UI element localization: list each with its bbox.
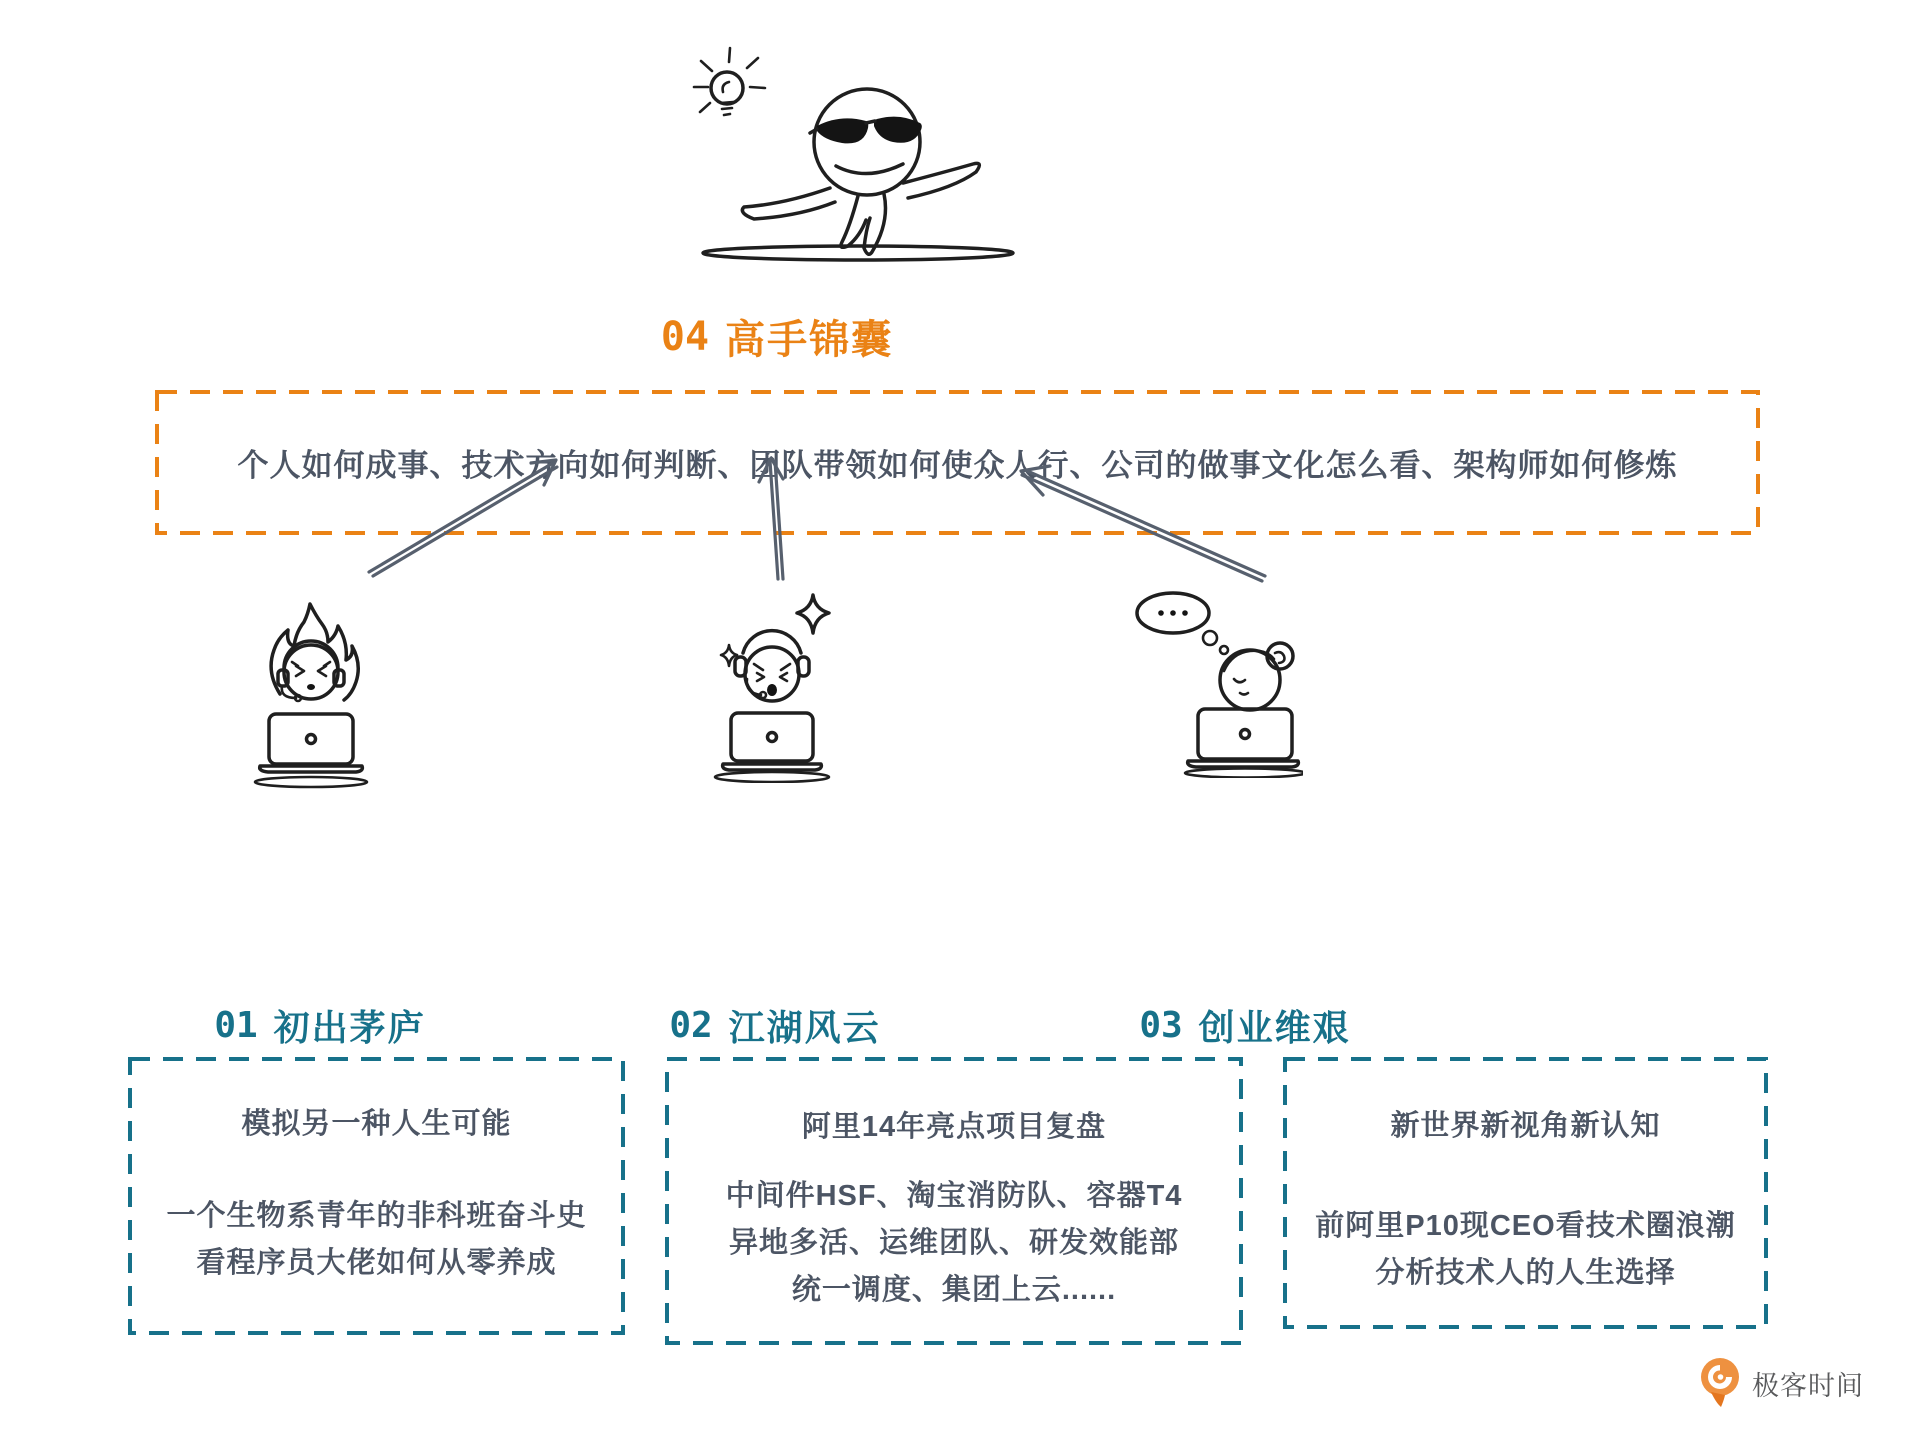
chapter-number: 01 [214, 1005, 258, 1046]
box-detail-line: 异地多活、运维团队、研发效能部 [728, 1227, 1179, 1259]
chapter-02-box [665, 1057, 1243, 1345]
arrow-02-to-04-icon [750, 448, 794, 583]
box-heading: 模拟另一种人生可能 [241, 1108, 512, 1140]
geektime-logo [1698, 1356, 1864, 1410]
chapter-title-text: 高手锦囊 [725, 318, 894, 362]
ground-line [1185, 769, 1303, 778]
thinking-founder-illustration [1128, 583, 1303, 778]
burning-coder-illustration [252, 598, 372, 793]
chapter-04-title [577, 308, 977, 365]
chapter-03-box [1283, 1057, 1768, 1329]
box-heading: 新世界新视角新认知 [1390, 1110, 1661, 1142]
chapter-02-title [575, 1000, 975, 1051]
chapter-number: 04 [660, 313, 710, 360]
box-detail-line: 分析技术人的人生选择 [1375, 1257, 1676, 1289]
arrow-03-to-04-icon [1008, 455, 1270, 585]
chapter-03-title [1045, 1000, 1445, 1051]
headset-coder-illustration [703, 593, 843, 783]
geektime-logo-icon [1698, 1356, 1742, 1410]
box-detail-line: 统一调度、集团上云...... [791, 1274, 1117, 1306]
chapter-01-box [128, 1057, 625, 1335]
box-detail-line: 一个生物系青年的非科班奋斗史 [166, 1200, 587, 1232]
ground-line [703, 246, 1013, 260]
ground-line [715, 772, 829, 782]
box-details [665, 1173, 1243, 1314]
box-detail-line: 前阿里P10现CEO看技术圈浪潮 [1315, 1210, 1736, 1242]
chapter-title-text: 初出茅庐 [273, 1007, 426, 1048]
box-heading: 阿里14年亮点项目复盘 [801, 1111, 1107, 1143]
box-detail-line: 看程序员大佬如何从零养成 [196, 1247, 557, 1279]
chapter-01-title [120, 1000, 520, 1051]
lightbulb-icon [694, 48, 765, 115]
sparkle-icon [797, 595, 829, 633]
chapter-title-text: 江湖风云 [728, 1007, 881, 1048]
laptop-icon [260, 714, 363, 772]
ground-line [255, 777, 367, 787]
sunglasses-icon [810, 117, 922, 144]
geektime-brand-text: 极客时间 [1752, 1370, 1864, 1401]
chapter-number: 03 [1139, 1005, 1183, 1046]
box-details [1283, 1203, 1768, 1297]
chapter-number: 02 [669, 1005, 713, 1046]
laptop-icon [1188, 709, 1299, 767]
chapter-title-text: 创业维艰 [1198, 1007, 1351, 1048]
arrow-01-to-04-icon [355, 448, 570, 578]
thought-bubble-icon [1137, 593, 1228, 654]
laptop-icon [723, 713, 822, 770]
box-detail-line: 中间件HSF、淘宝消防队、容器T4 [725, 1180, 1183, 1212]
box-details [128, 1193, 625, 1287]
chapter-04-summary-text: 个人如何成事、技术方向如何判断、团队带领如何使众人行、公司的做事文化怎么看、架构师如何修炼 [237, 448, 1678, 483]
expert-figure-illustration [670, 30, 1030, 265]
